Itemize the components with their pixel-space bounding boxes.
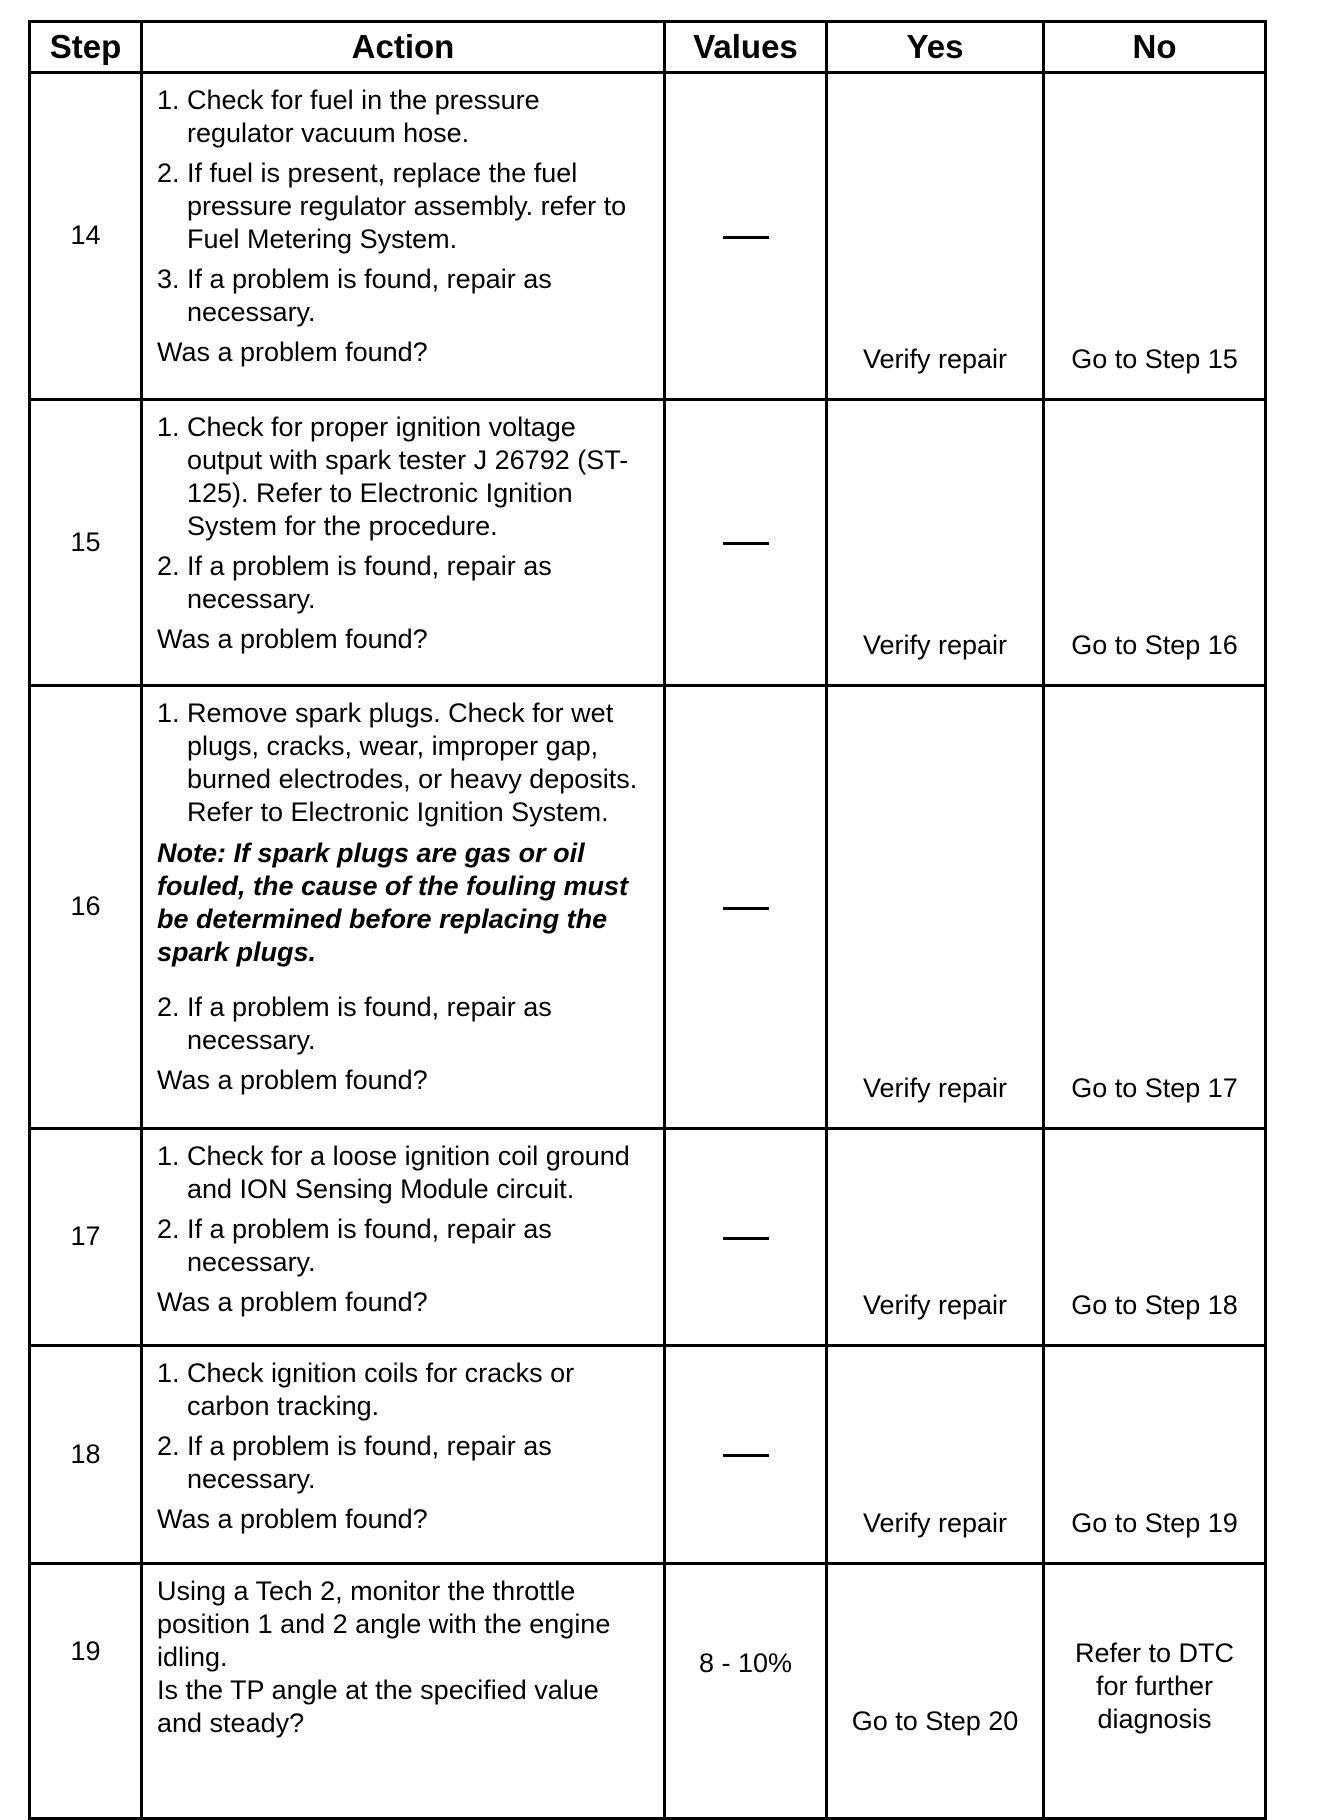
diagnostic-table <box>28 20 1267 1820</box>
header-no: No <box>1044 22 1266 73</box>
dash-mark <box>723 236 769 239</box>
table-row <box>30 1563 1266 1818</box>
dash-mark <box>723 907 769 910</box>
action-question: Was a problem found? <box>157 1286 428 1317</box>
no-cell: Go to Step 16 <box>1044 399 1266 685</box>
table-row <box>30 1346 1266 1563</box>
yes-cell: Go to Step 20 <box>827 1563 1044 1818</box>
header-step: Step <box>30 22 142 73</box>
action-question: Was a problem found? <box>157 1504 428 1535</box>
action-cell <box>142 1346 665 1563</box>
header-action: Action <box>142 22 665 73</box>
action-item: 1. Check for a loose ignition coil ground and ION Sensing Module circuit. <box>157 1140 630 1204</box>
action-item: 2. If a problem is found, repair as necessary. <box>157 991 552 1055</box>
values-cell: 8 - 10% <box>665 1563 827 1818</box>
action-cell <box>142 73 665 400</box>
action-question: Is the TP angle at the specified value and steady? <box>157 1674 599 1738</box>
step-number: 16 <box>30 685 142 1128</box>
table-row <box>30 1128 1266 1345</box>
table-row <box>30 685 1266 1128</box>
yes-cell: Verify repair <box>827 1128 1044 1345</box>
yes-cell: Verify repair <box>827 1346 1044 1563</box>
caution-note: Note: If spark plugs are gas or oil fouled, the cause of the fouling must be determined before replacing the spark plugs. <box>157 837 629 967</box>
no-cell: Refer to DTC for further diagnosis <box>1044 1563 1266 1818</box>
step-number: 18 <box>30 1346 142 1563</box>
step-number: 17 <box>30 1128 142 1345</box>
action-item: 1. Check for proper ignition voltage output with spark tester J 26792 (ST-125). Refer to Electronic Ignition System for the procedure. <box>157 411 629 541</box>
values-cell <box>665 685 827 1128</box>
no-cell: Go to Step 17 <box>1044 685 1266 1128</box>
action-text: Using a Tech 2, monitor the throttle position 1 and 2 angle with the engine idling. <box>157 1575 611 1672</box>
action-item: 1. Remove spark plugs. Check for wet plugs, cracks, wear, improper gap, burned electrodes, or heavy deposits. Refer to Electronic Ignition System. <box>157 697 638 827</box>
action-question: Was a problem found? <box>157 337 428 367</box>
action-cell <box>142 399 665 685</box>
header-row <box>30 22 1266 73</box>
action-item: 3. If a problem is found, repair as necessary. <box>157 264 552 327</box>
step-number: 19 <box>30 1563 142 1818</box>
values-cell <box>665 1128 827 1345</box>
action-item: 2. If a problem is found, repair as necessary. <box>157 550 552 614</box>
no-cell: Go to Step 19 <box>1044 1346 1266 1563</box>
table-row <box>30 73 1266 400</box>
values-cell <box>665 399 827 685</box>
step-number: 14 <box>30 73 142 400</box>
no-cell: Go to Step 18 <box>1044 1128 1266 1345</box>
action-item: 2. If a problem is found, repair as necessary. <box>157 1213 552 1277</box>
action-question: Was a problem found? <box>157 623 428 654</box>
action-cell <box>142 1128 665 1345</box>
action-cell <box>142 685 665 1128</box>
values-cell <box>665 73 827 400</box>
header-yes: Yes <box>827 22 1044 73</box>
dash-mark <box>723 542 769 545</box>
yes-cell: Verify repair <box>827 73 1044 400</box>
action-item: 2. If a problem is found, repair as necessary. <box>157 1431 552 1495</box>
header-values: Values <box>665 22 827 73</box>
table-row <box>30 399 1266 685</box>
step-number: 15 <box>30 399 142 685</box>
action-item: 1. Check ignition coils for cracks or carbon tracking. <box>157 1358 575 1422</box>
yes-cell: Verify repair <box>827 685 1044 1128</box>
action-cell <box>142 1563 665 1818</box>
action-question: Was a problem found? <box>157 1064 428 1095</box>
action-item: 1. Check for fuel in the pressure regulator vacuum hose. <box>157 85 540 148</box>
dash-mark <box>723 1237 769 1240</box>
values-cell <box>665 1346 827 1563</box>
dash-mark <box>723 1454 769 1457</box>
action-item: 2. If fuel is present, replace the fuel pressure regulator assembly. refer to Fuel Metering System. <box>157 158 627 254</box>
yes-cell: Verify repair <box>827 399 1044 685</box>
no-cell: Go to Step 15 <box>1044 73 1266 400</box>
